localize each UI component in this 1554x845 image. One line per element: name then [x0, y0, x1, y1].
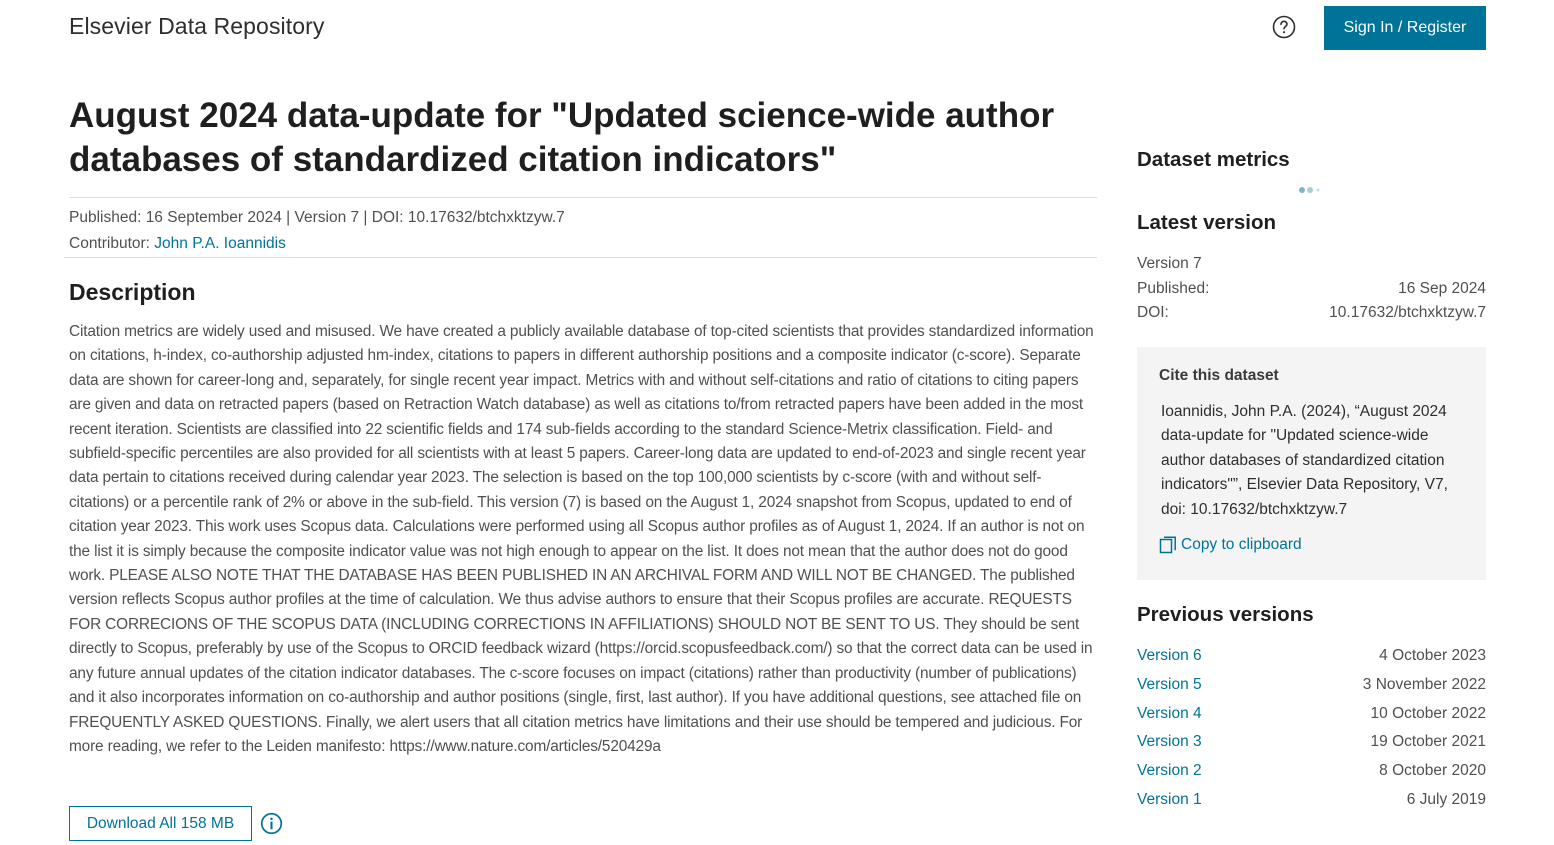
previous-version-row [1137, 791, 1486, 813]
copy-to-clipboard-button[interactable] [1159, 536, 1302, 554]
loading-dots-icon [1298, 186, 1324, 194]
question-circle-icon[interactable] [1272, 15, 1296, 39]
copy-label: Copy to clipboard [1181, 536, 1302, 553]
previous-version-row [1137, 733, 1486, 755]
version-link[interactable]: Version 6 [1137, 647, 1202, 664]
version-date: 4 October 2023 [1379, 647, 1486, 664]
published-label: Published: [1137, 280, 1210, 297]
description-text: Citation metrics are widely used and misused. We have created a publicly available database of top-cited scientists that provides standardized information on citations, h-index, co-authorship adjusted hm-index, citations to papers in different authorship positions and a composite indicator (c-score). Separate data are shown for career-long and, separately, for single recent year impact. Metrics with and without self-citations and ratio of citations to citing papers are given and data on retracted papers (based on Retraction Watch database) as well as citations to/from retracted papers have been added in the most recent iteration. Scientists are classified into 22 scientific fields and 174 sub-fields according to the standard Science-Metrix classification. Field- and subfield-specific percentiles are also provided for all scientists with at least 5 papers. Career-long data are updated to end-of-2023 and single recent year data pertain to citations received during calendar year 2023. The selection is based on the top 100,000 scientists by c-score (with and without self-citations) or a percentile rank of 2% or above in the sub-field. This version (7) is based on the August 1, 2024 snapshot from Scopus, updated to end of citation year 2023. This work uses Scopus data. Calculations were performed using all Scopus author profiles as of August 1, 2024. If an author is not on the list it is simply because the composite indicator value was not high enough to appear on the list. It does not mean that the author does not do good work. PLEASE ALSO NOTE THAT THE DATABASE HAS BEEN PUBLISHED IN AN ARCHIVAL FORM AND WILL NOT BE CHANGED. The published version reflects Scopus author profiles at the time of calculation. We thus advise authors to ensure that their Scopus profiles are accurate. REQUESTS FOR CORRECIONS OF THE SCOPUS DATA (INCLUDING CORRECTIONS IN AFFILIATIONS) SHOULD NOT BE SENT TO US. They should be sent directly to Scopus, preferably by use of the Scopus to ORCID feedback wizard (https://orcid.scopusfeedback.com/) so that the correct data can be used in any future annual updates of the citation indicator databases. The c-score focuses on impact (citations) rather than productivity (number of publications) and it also incorporates information on co-authorship and author positions (single, first, last author). If you have additional questions, see attached file on FREQUENTLY ASKED QUESTIONS. Finally, we alert users that all citation metrics have limitations and their use should be tempered and judicious. For more reading, we refer to the Leiden manifesto: https://www.nature.com/articles/520429a [69, 323, 1094, 755]
site-header [0, 0, 1554, 56]
dataset-metrics-heading: Dataset metrics [1137, 148, 1290, 171]
version-link[interactable]: Version 5 [1137, 676, 1202, 693]
version-link[interactable]: Version 3 [1137, 733, 1202, 750]
dataset-meta [69, 205, 565, 257]
copy-icon [1159, 536, 1177, 554]
divider [64, 257, 1097, 258]
contributor-line [69, 231, 565, 257]
previous-versions-heading: Previous versions [1137, 603, 1314, 626]
previous-version-row [1137, 705, 1486, 727]
version-date: 3 November 2022 [1362, 676, 1486, 693]
previous-version-row [1137, 647, 1486, 669]
contributor-link[interactable]: John P.A. Ioannidis [154, 235, 286, 252]
doi-row [1137, 304, 1486, 322]
info-circle-icon[interactable] [260, 812, 283, 835]
publication-info: Published: 16 September 2024 | Version 7 | DOI: 10.17632/btchxktzyw.7 [69, 209, 565, 226]
published-value: 16 Sep 2024 [1398, 280, 1486, 297]
cite-dataset-panel [1137, 347, 1486, 580]
version-date: 6 July 2019 [1406, 791, 1486, 808]
previous-version-row [1137, 762, 1486, 784]
page-title: August 2024 data-update for "Updated science-wide author databases of standardized citation indicators" [69, 96, 1055, 179]
version-link[interactable]: Version 1 [1137, 791, 1202, 808]
latest-version-number [1137, 255, 1486, 273]
description-heading: Description [69, 279, 196, 305]
latest-version-label: Version 7 [1137, 255, 1202, 272]
doi-label: DOI: [1137, 304, 1169, 321]
version-link[interactable]: Version 2 [1137, 762, 1202, 779]
download-all-button[interactable]: Download All 158 MB [69, 806, 252, 841]
contributor-label: Contributor: [69, 235, 150, 252]
sign-in-register-button[interactable]: Sign In / Register [1324, 6, 1486, 50]
version-date: 8 October 2020 [1379, 762, 1486, 779]
brand-logo-text[interactable]: Elsevier Data Repository [69, 13, 325, 39]
version-date: 10 October 2022 [1370, 705, 1486, 722]
previous-version-row [1137, 676, 1486, 698]
citation-text: Ioannidis, John P.A. (2024), “August 2024 data-update for "Updated science-wide author databases of standardized citation indicators"”, Elsevier Data Repository, V7, doi: 10.17632/btchxktzyw.7 [1161, 403, 1448, 518]
divider [69, 197, 1097, 198]
published-row [1137, 280, 1486, 298]
latest-version-heading: Latest version [1137, 211, 1276, 234]
doi-value: 10.17632/btchxktzyw.7 [1329, 304, 1486, 321]
version-date: 19 October 2021 [1370, 733, 1486, 750]
cite-heading: Cite this dataset [1159, 367, 1279, 384]
version-link[interactable]: Version 4 [1137, 705, 1202, 722]
